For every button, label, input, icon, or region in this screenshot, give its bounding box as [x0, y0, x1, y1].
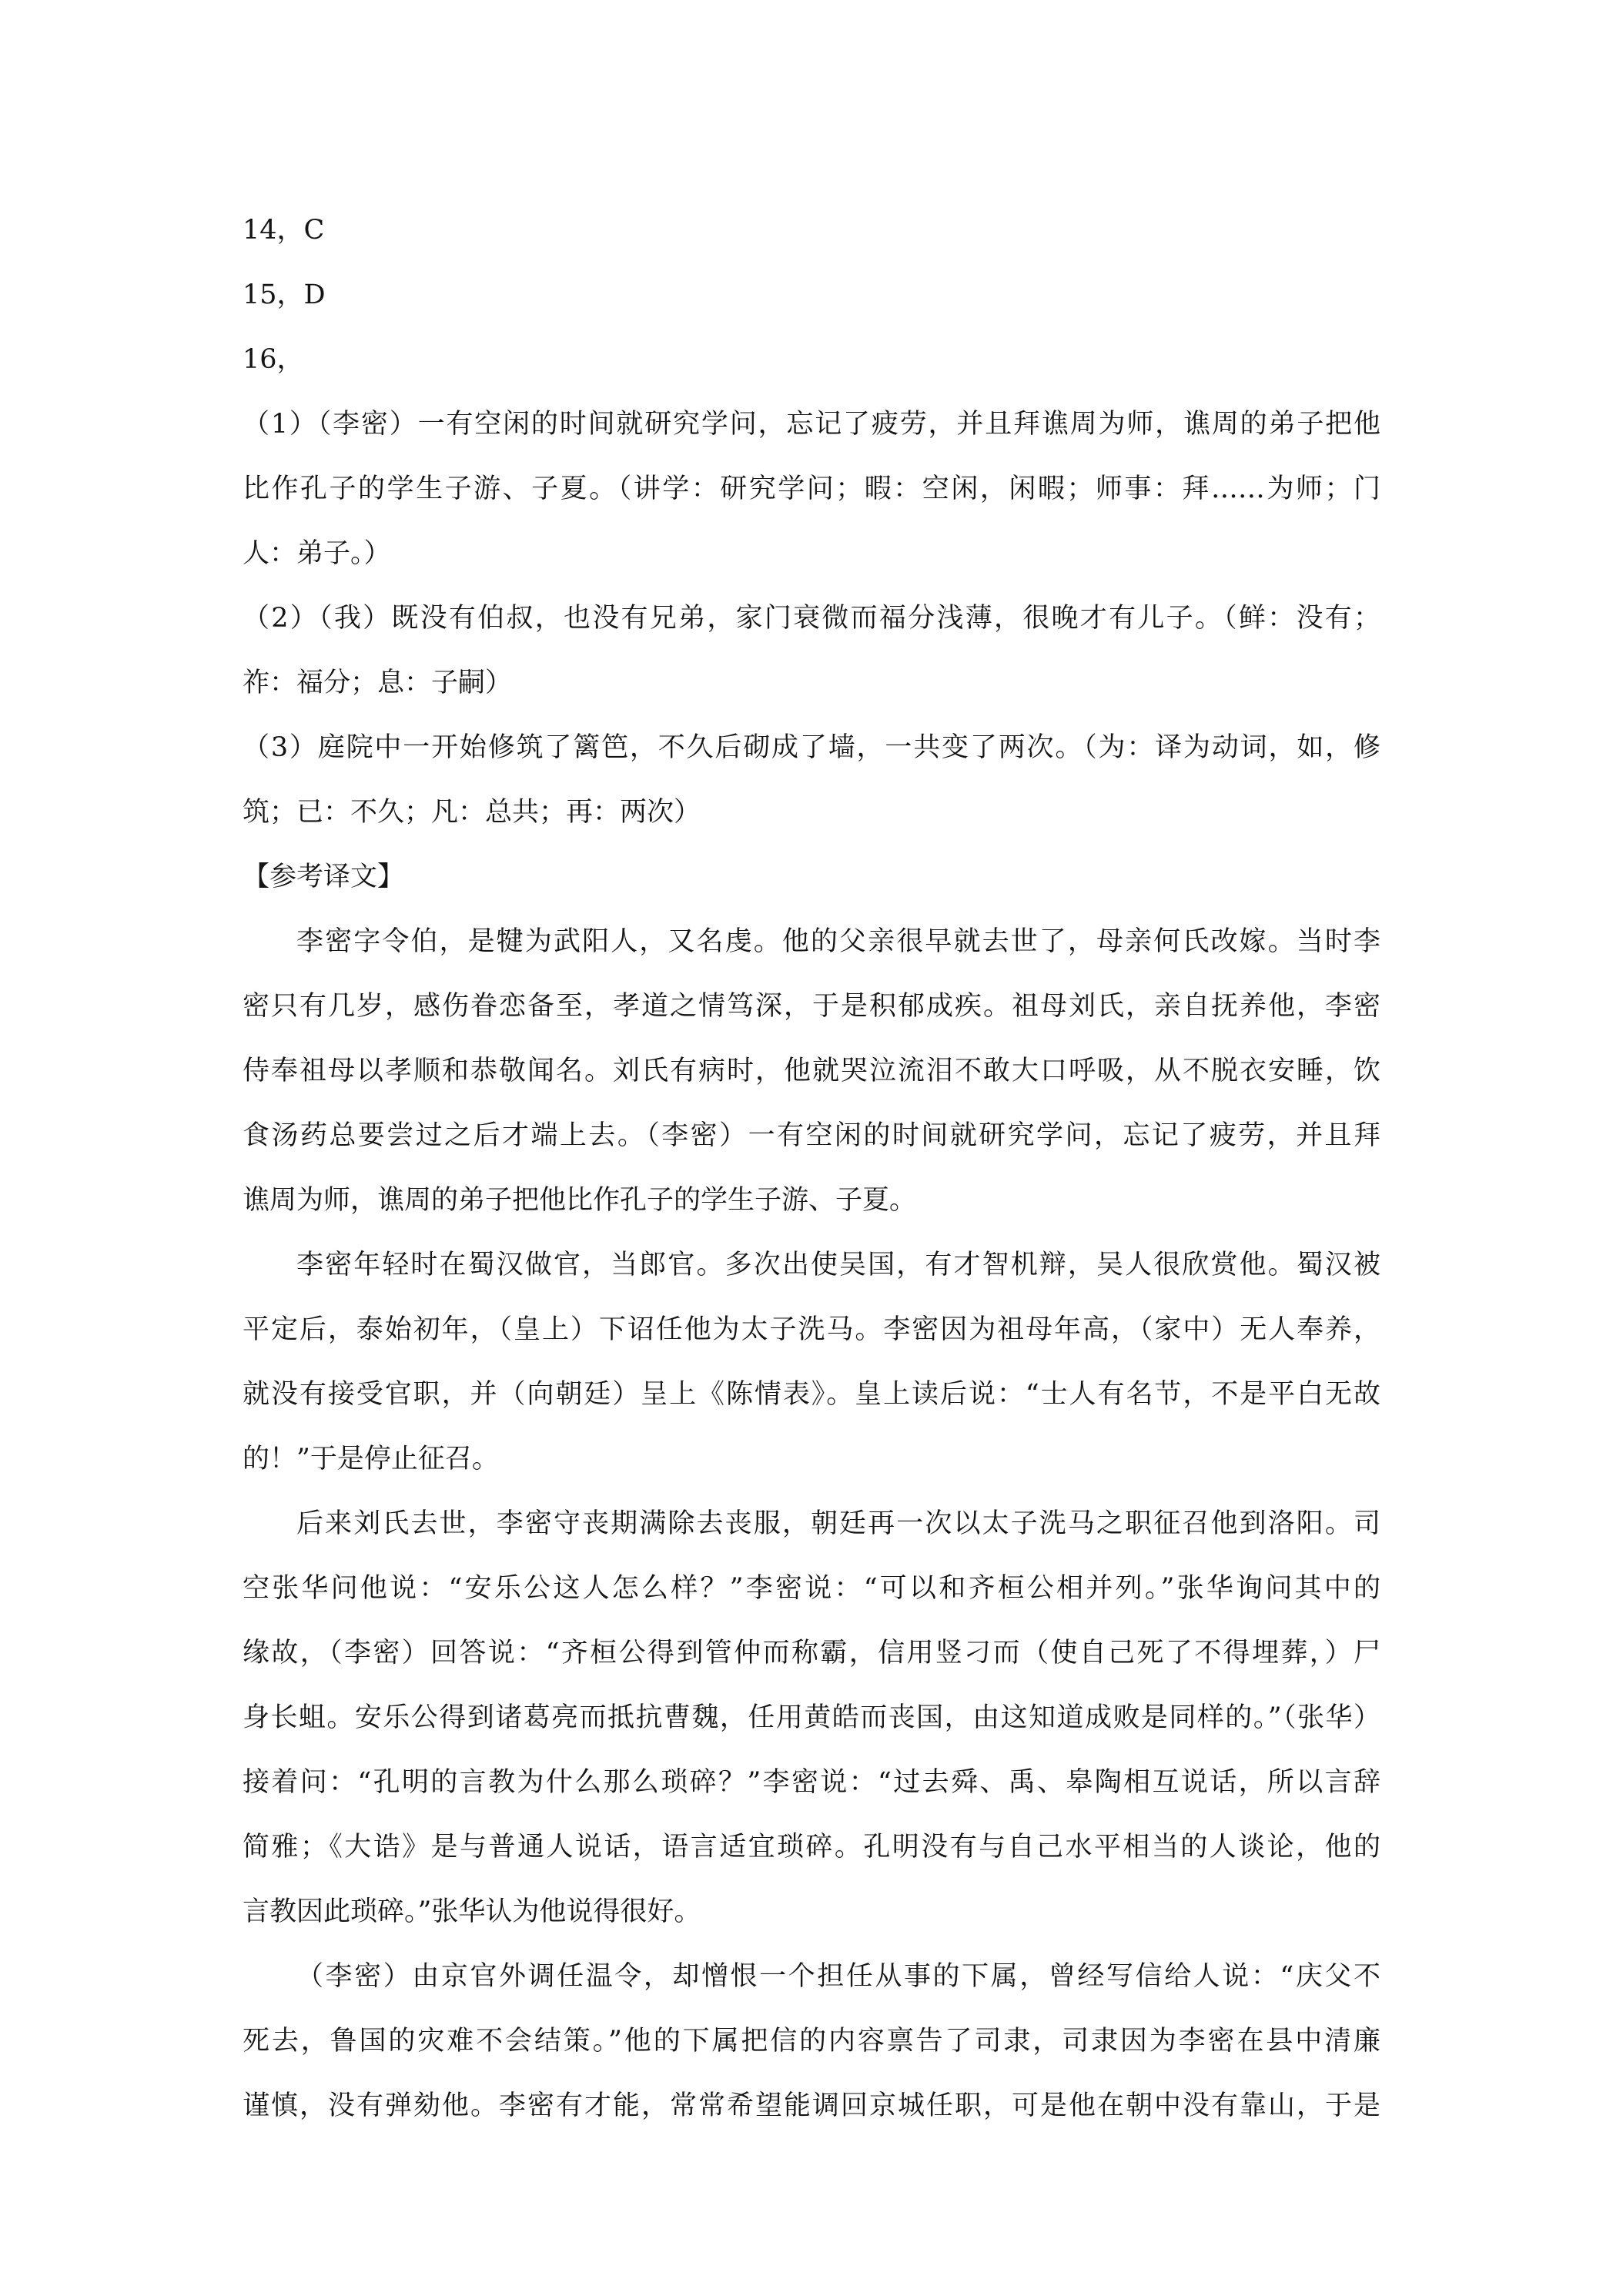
- answer-15: 15，D: [243, 279, 326, 310]
- text-line: 李密字令伯，是犍为武阳人，又名虔。他的父亲很早就去世了，母亲何氏改嫁。当时李: [296, 926, 1380, 957]
- text-line: 就没有接受官职，并（向朝廷）呈上《陈情表》。皇上读后说：“士人有名节，不是平白无故: [243, 1379, 1380, 1410]
- text-line: 死去，鲁国的灾难不会结策。”他的下属把信的内容禀告了司隶，司隶因为李密在县中清廉: [243, 2026, 1380, 2057]
- text-line: 身长蛆。安乐公得到诸葛亮而抵抗曹魏，任用黄皓而丧国，由这知道成败是同样的。”（张华）: [243, 1702, 1380, 1733]
- document-page: [243, 198, 1380, 2138]
- text-line: 言教因此琐碎。”张华认为他说得很好。: [243, 1896, 701, 1927]
- answer-16: 16，: [243, 344, 304, 375]
- translation-paragraph: [243, 1491, 1380, 1944]
- answer-16-explanation-3: [243, 715, 1380, 845]
- translation-heading: 【参考译文】: [243, 862, 405, 892]
- text-line: （1）（李密）一有空闲的时间就研究学问，忘记了疲劳，并且拜谯周为师，谯周的弟子把他: [243, 409, 1380, 440]
- text-line: 缘故，（李密）回答说：“齐桓公得到管仲而称霸，信用竖刁而（使自己死了不得埋葬，）尸: [243, 1638, 1380, 1668]
- text-line: （3）庭院中一开始修筑了篱笆，不久后砌成了墙，一共变了两次。（为：译为动词，如，修: [243, 732, 1380, 763]
- text-line: 食汤药总要尝过之后才端上去。（李密）一有空闲的时间就研究学问，忘记了疲劳，并且拜: [243, 1120, 1380, 1151]
- text-line: 空张华问他说：“安乐公这人怎么样？”李密说：“可以和齐桓公相并列。”张华询问其中的: [243, 1573, 1380, 1604]
- translation-paragraph: [243, 1944, 1380, 2138]
- answer-14: 14，C: [243, 215, 325, 246]
- translation-paragraph: [243, 909, 1380, 1233]
- text-line: 谯周为师，谯周的弟子把他比作孔子的学生子游、子夏。: [243, 1185, 917, 1216]
- text-line: 侍奉祖母以孝顺和恭敬闻名。刘氏有病时，他就哭泣流泪不敢大口呼吸，从不脱衣安睡，饮: [243, 1056, 1380, 1086]
- text-line: 密只有几岁，感伤眷恋备至，孝道之情笃深，于是积郁成疾。祖母刘氏，亲自抚养他，李密: [243, 991, 1380, 1022]
- text-line: 平定后，泰始初年，（皇上）下诏任他为太子洗马。李密因为祖母年高，（家中）无人奉养，: [243, 1314, 1380, 1345]
- text-line: 人：弟子。）: [243, 538, 391, 569]
- text-line: 筑；已：不久；凡：总共；再：两次）: [243, 797, 701, 828]
- text-line: 接着问：“孔明的言教为什么那么琐碎？”李密说：“过去舜、禹、皋陶相互说话，所以言辞: [243, 1767, 1380, 1798]
- text-line: 的！”于是停止征召。: [243, 1444, 499, 1474]
- answer-16-explanation-1: [243, 392, 1380, 586]
- text-line: 李密年轻时在蜀汉做官，当郎官。多次出使吴国，有才智机辩，吴人很欣赏他。蜀汉被: [296, 1250, 1380, 1280]
- text-line: 简雅；《大诰》是与普通人说话，语言适宜琐碎。孔明没有与自己水平相当的人谈论，他的: [243, 1832, 1380, 1863]
- text-line: 谨慎，没有弹劾他。李密有才能，常常希望能调回京城任职，可是他在朝中没有靠山，于是: [243, 2090, 1380, 2121]
- text-line: 祚：福分；息：子嗣）: [243, 668, 513, 698]
- text-line: （李密）由京官外调任温令，却憎恨一个担任从事的下属，曾经写信给人说：“庆父不: [296, 1961, 1380, 1992]
- answer-16-explanation-2: [243, 586, 1380, 715]
- text-line: 比作孔子的学生子游、子夏。（讲学：研究学问；暇：空闲，闲暇；师事：拜……为师；门: [243, 474, 1380, 504]
- text-line: 后来刘氏去世，李密守丧期满除去丧服，朝廷再一次以太子洗马之职征召他到洛阳。司: [296, 1508, 1380, 1539]
- translation-paragraph: [243, 1233, 1380, 1491]
- text-line: （2）（我）既没有伯叔，也没有兄弟，家门衰微而福分浅薄，很晚才有儿子。（鲜：没有；: [243, 603, 1380, 634]
